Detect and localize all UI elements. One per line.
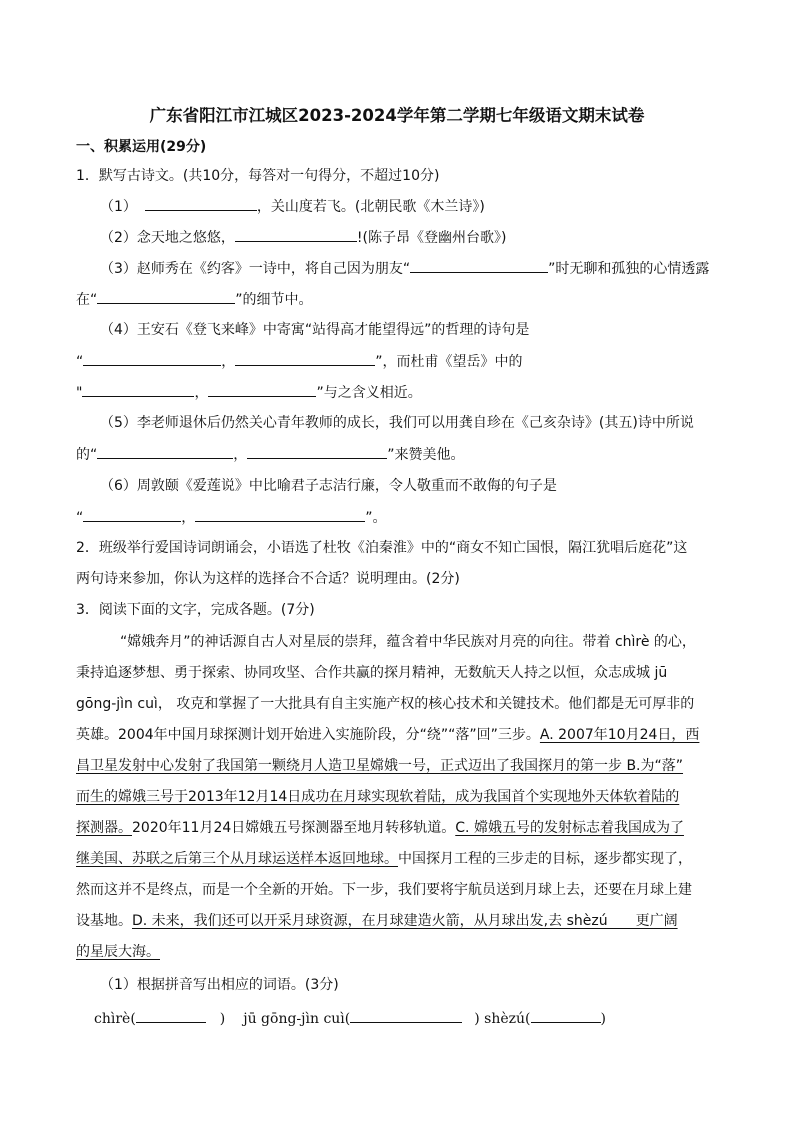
- passage-line: gōng-jìn cuì， 攻克和掌握了一大批具有自主实施产权的核心技术和关键技术。他们都是无可厚非的: [76, 696, 695, 712]
- passage-line: “嫦娥奔月”的神话源自古人对星辰的崇拜，蕴含着中华民族对月亮的向往。带着 chìrè 的心，: [120, 634, 696, 650]
- answer-blank[interactable]: [247, 444, 387, 459]
- item-text-after: ”来赞美他。: [387, 447, 465, 463]
- question-1-item-4-blanks-a: [76, 351, 523, 372]
- quote-open: “: [76, 354, 84, 370]
- question-1-item-4-blanks-b: [76, 382, 422, 403]
- question-1-item-5-blanks: [76, 444, 465, 465]
- passage-line: 秉持追逐梦想、勇于探索、协同攻坚、合作共赢的探月精神，无数航天人持之以恒，众志成城 jū: [76, 665, 668, 681]
- quote-open: ": [76, 385, 83, 401]
- passage-sentence-a: A. 2007年10月24日，西: [539, 727, 700, 743]
- passage-line: [76, 725, 699, 745]
- answer-blank[interactable]: [145, 196, 257, 211]
- pinyin-label: jū gōng-jìn cuì(: [243, 1011, 351, 1027]
- question-1-item-1: [100, 196, 485, 217]
- pinyin-label: ) shèzú(: [474, 1011, 531, 1027]
- item-text-after: !(陈子昂《登幽州台歌》): [356, 230, 507, 246]
- separator: ，: [194, 385, 209, 401]
- answer-blank[interactable]: [350, 1008, 462, 1023]
- answer-blank[interactable]: [97, 289, 235, 304]
- passage-text: 中国探月工程的三步走的目标，逐步都实现了，: [398, 851, 692, 867]
- passage-sentence-b-end: 探测器。: [76, 820, 132, 836]
- item-text-after: ”与之含义相近。: [316, 385, 422, 401]
- answer-blank[interactable]: [83, 351, 221, 366]
- item-text-after: ”。: [365, 510, 387, 526]
- passage-line: [76, 818, 684, 838]
- separator: ，: [221, 354, 236, 370]
- passage-line-underlined: 昌卫星发射中心发射了我国第一颗绕月人造卫星嫦娥一号，正式迈出了我国探月的第一步 B.为“落”: [76, 758, 684, 774]
- question-1-item-6-blanks: [76, 507, 387, 528]
- item-text-after: ”时无聊和孤独的心情透露: [548, 261, 710, 277]
- exam-title: 广东省阳江市江城区2023-2024学年第二学期七年级语文期末试卷: [149, 106, 645, 125]
- passage-line-underlined: 而生的嫦娥三号于2013年12月14日成功在月球实现软着陆，成为我国首个实现地外天体软着陆的: [76, 789, 680, 805]
- answer-blank[interactable]: [235, 351, 375, 366]
- item-number: （1）: [100, 199, 137, 215]
- answer-blank[interactable]: [97, 444, 233, 459]
- item-text-before: 的“: [76, 447, 98, 463]
- item-text-before: （3）赵师秀在《约客》一诗中，将自己因为朋友“: [100, 261, 411, 277]
- question-1-prompt: 1．默写古诗文。(共10分，每答对一句得分，不超过10分): [76, 168, 440, 184]
- paren-close: ): [219, 1011, 226, 1027]
- passage-line-underlined: 的星辰大海。: [76, 944, 160, 960]
- item-text-before: 在“: [76, 292, 98, 308]
- answer-blank[interactable]: [83, 507, 181, 522]
- answer-blank[interactable]: [82, 382, 194, 397]
- answer-blank[interactable]: [195, 507, 365, 522]
- separator: ，: [233, 447, 248, 463]
- answer-blank[interactable]: [208, 382, 316, 397]
- question-1-item-4: （4）王安石《登飞来峰》中寄寓“站得高才能望得远”的哲理的诗句是: [100, 322, 530, 338]
- sub-question-1: （1）根据拼音写出相应的词语。(3分): [100, 977, 339, 993]
- question-1-item-3-cont: [76, 289, 313, 310]
- pinyin-label: chìrè(: [94, 1011, 136, 1027]
- question-3-prompt: 3．阅读下面的文字，完成各题。(7分): [76, 602, 315, 618]
- question-2-line-2: 两句诗来参加，你认为这样的选择合不合适？说明理由。(2分): [76, 571, 460, 587]
- answer-blank[interactable]: [410, 258, 548, 273]
- question-1-item-2: [100, 227, 506, 248]
- separator: ，: [181, 510, 196, 526]
- pinyin-answer-line: [94, 1008, 606, 1029]
- passage-line: [76, 911, 678, 931]
- item-text-after: ”的细节中。: [235, 292, 313, 308]
- quote-open: “: [76, 510, 84, 526]
- item-text: ，关山度若飞。(北朝民歌《木兰诗》): [256, 199, 485, 215]
- passage-text: 2020年11月24日嫦娥五号探测器至地月转移轨道。: [132, 820, 456, 836]
- passage-sentence-c: C. 嫦娥五号的发射标志着我国成为了: [455, 820, 684, 836]
- passage-text: 设基地。: [76, 913, 132, 929]
- passage-line: 然而这并不是终点，而是一个全新的开始。下一步，我们要将宇航员送到月球上去，还要在月球上建: [76, 882, 692, 898]
- section-heading: 一、积累运用(29分): [76, 139, 207, 155]
- question-1-item-3: [100, 258, 709, 279]
- passage-line: [76, 849, 692, 869]
- item-text-after: ”，而杜甫《望岳》中的: [375, 354, 523, 370]
- answer-blank[interactable]: [235, 227, 357, 242]
- passage-sentence-d: D. 未来，我们还可以开采月球资源，在月球建造火箭，从月球出发,去 shèzú 更广阔: [132, 913, 678, 929]
- paren-close: ): [600, 1011, 606, 1027]
- answer-blank[interactable]: [136, 1008, 206, 1023]
- question-1-item-6: （6）周敦颐《爱莲说》中比喻君子志洁行廉，令人敬重而不敢侮的句子是: [100, 478, 557, 494]
- question-1-item-5: （5）李老师退休后仍然关心青年教师的成长，我们可以用龚自珍在《己亥杂诗》(其五)诗中所说: [100, 415, 694, 431]
- answer-blank[interactable]: [531, 1008, 601, 1023]
- passage-sentence-c-end: 继美国、苏联之后第三个从月球运送样本返回地球。: [76, 851, 398, 867]
- question-2-line-1: 2．班级举行爱国诗词朗诵会，小语选了杜牧《泊秦淮》中的“商女不知亡国恨，隔江犹唱后庭花”这: [76, 540, 688, 556]
- passage-text: 英雄。2004年中国月球探测计划开始进入实施阶段，分“绕”“落”回”三步。: [76, 727, 540, 743]
- item-text-before: （2）念天地之悠悠，: [100, 230, 235, 246]
